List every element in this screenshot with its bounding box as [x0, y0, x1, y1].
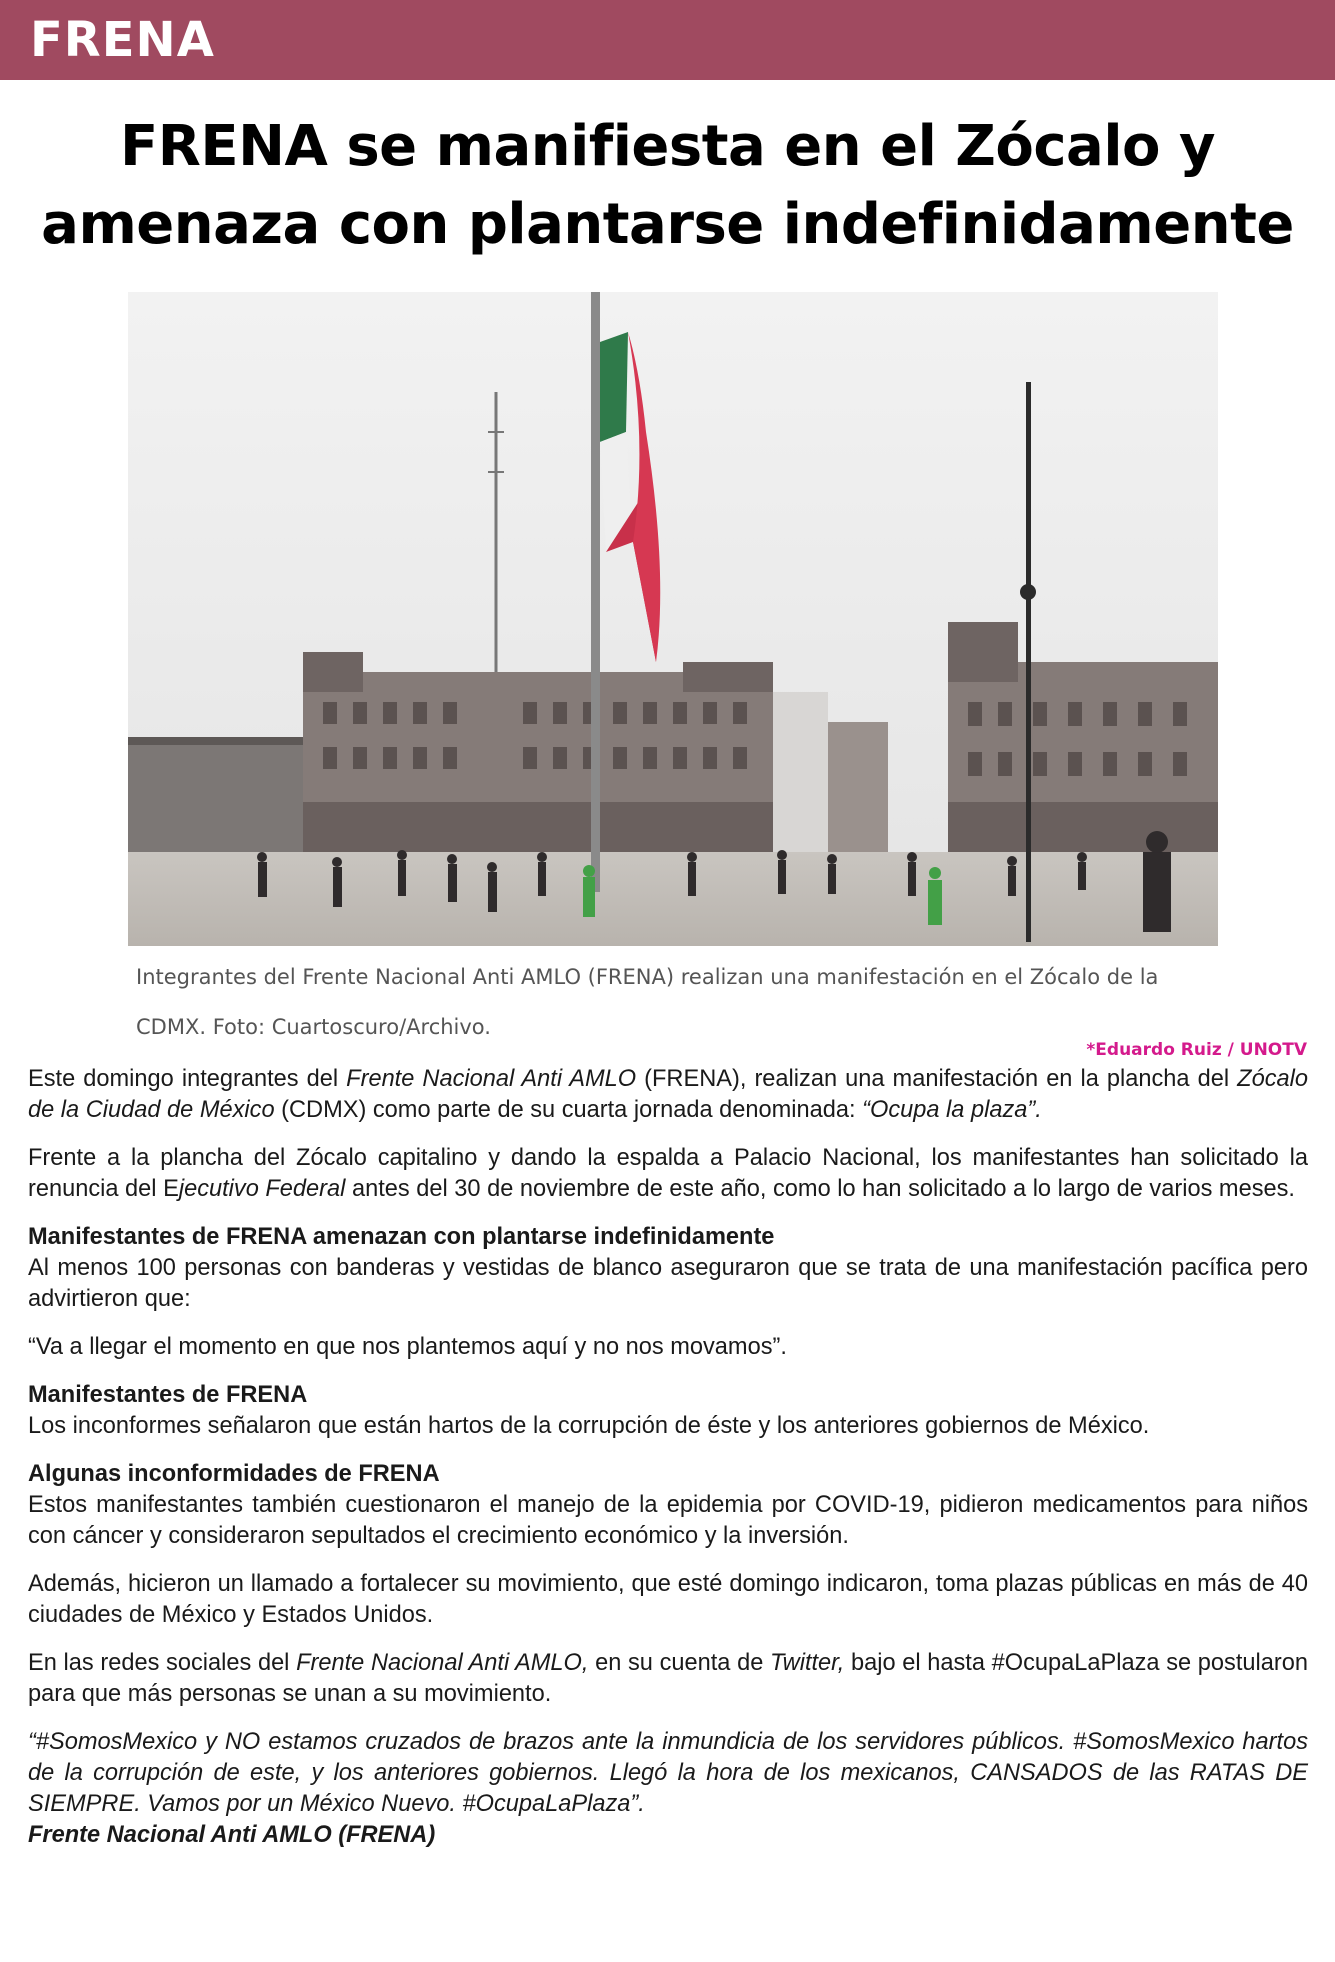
- section-3-text: Estos manifestantes también cuestionaron el manejo de la epidemia por COVID-19, pidieron medicamentos para niños con cáncer y consideraron sepultados el crecimiento económico y la inversión.: [28, 1492, 1308, 1549]
- section-2: [28, 1380, 1308, 1442]
- quote-2: [28, 1727, 1308, 1851]
- subheading-2: Manifestantes de FRENA: [28, 1382, 308, 1408]
- p4-text-a: En las redes sociales del: [28, 1650, 297, 1676]
- quote-2-text: “#SomosMexico y NO estamos cruzados de brazos ante la inmundicia de los servidores públicos. #SomosMexico hartos de la corrupción de este, y los anteriores gobiernos. Llegó la hora de los mexicanos, CANSADOS de las RATAS DE SIEMPRE. Vamos por un México Nuevo. #OcupaLaPlaza”.: [28, 1729, 1308, 1817]
- p1-text-a: Este domingo integrantes del: [28, 1066, 347, 1092]
- p4-text-c: en su cuenta de: [588, 1650, 770, 1676]
- section-label: FRENA: [30, 12, 215, 68]
- p4-text-d: Twitter,: [770, 1650, 845, 1676]
- p2-text-c: antes del 30 de noviembre de este año, como lo han solicitado a lo largo de varios meses.: [345, 1176, 1295, 1202]
- p1-text-d: Zócalo de la Ciudad de México: [28, 1066, 1308, 1123]
- paragraph-1: [28, 1064, 1308, 1126]
- p4-text-b: Frente Nacional Anti AMLO,: [296, 1650, 589, 1676]
- section-1-text: Al menos 100 personas con banderas y vestidas de blanco aseguraron que se trata de una manifestación pacífica pero advirtieron que:: [28, 1255, 1308, 1312]
- headline-line-1: FRENA se manifiesta en el Zócalo y: [119, 114, 1215, 179]
- p1-text-e: (CDMX) como parte de su cuarta jornada denominada:: [274, 1097, 863, 1123]
- p2-text-b: jecutivo Federal: [178, 1176, 346, 1202]
- section-3: [28, 1459, 1308, 1552]
- paragraph-4: [28, 1648, 1308, 1710]
- p2-text-a: Frente a la plancha del Zócalo capitalino y dando la espalda a Palacio Nacional, los manifestantes han solicitado la renuncia del E: [28, 1145, 1308, 1202]
- photo-caption: Integrantes del Frente Nacional Anti AMLO (FRENA) realizan una manifestación en el Zócalo de la CDMX. Foto: Cuartoscuro/Archivo.: [136, 965, 1159, 1039]
- p1-text-c: (FRENA), realizan una manifestación en la plancha del: [636, 1066, 1238, 1092]
- section-1: [28, 1222, 1308, 1315]
- article-body: [28, 1064, 1308, 1851]
- subheading-1: Manifestantes de FRENA amenazan con plantarse indefinidamente: [28, 1224, 775, 1250]
- headline-line-2: amenaza con plantarse indefinidamente: [41, 192, 1294, 257]
- signature: Frente Nacional Anti AMLO (FRENA): [28, 1822, 436, 1848]
- paragraph-2: [28, 1143, 1308, 1205]
- section-bar: [0, 0, 1335, 80]
- paragraph-3: Además, hicieron un llamado a fortalecer su movimiento, que esté domingo indicaron, toma plazas públicas en más de 40 ciudades de México y Estados Unidos.: [28, 1571, 1308, 1628]
- byline: *Eduardo Ruiz / UNOTV: [1086, 1040, 1307, 1060]
- section-2-text: Los inconformes señalaron que están hartos de la corrupción de éste y los anteriores gobiernos de México.: [28, 1413, 1150, 1439]
- p1-text-f: “Ocupa la plaza”.: [862, 1097, 1042, 1123]
- headline: [20, 108, 1315, 264]
- quote-1: “Va a llegar el momento en que nos plantemos aquí y no nos movamos”.: [28, 1334, 787, 1360]
- p4-text-e: bajo el hasta #OcupaLaPlaza se postularon para que más personas se unan a su movimiento.: [28, 1650, 1308, 1707]
- p1-text-b: Frente Nacional Anti AMLO: [346, 1066, 637, 1092]
- article-photo: [128, 292, 1218, 946]
- subheading-3: Algunas inconformidades de FRENA: [28, 1461, 440, 1487]
